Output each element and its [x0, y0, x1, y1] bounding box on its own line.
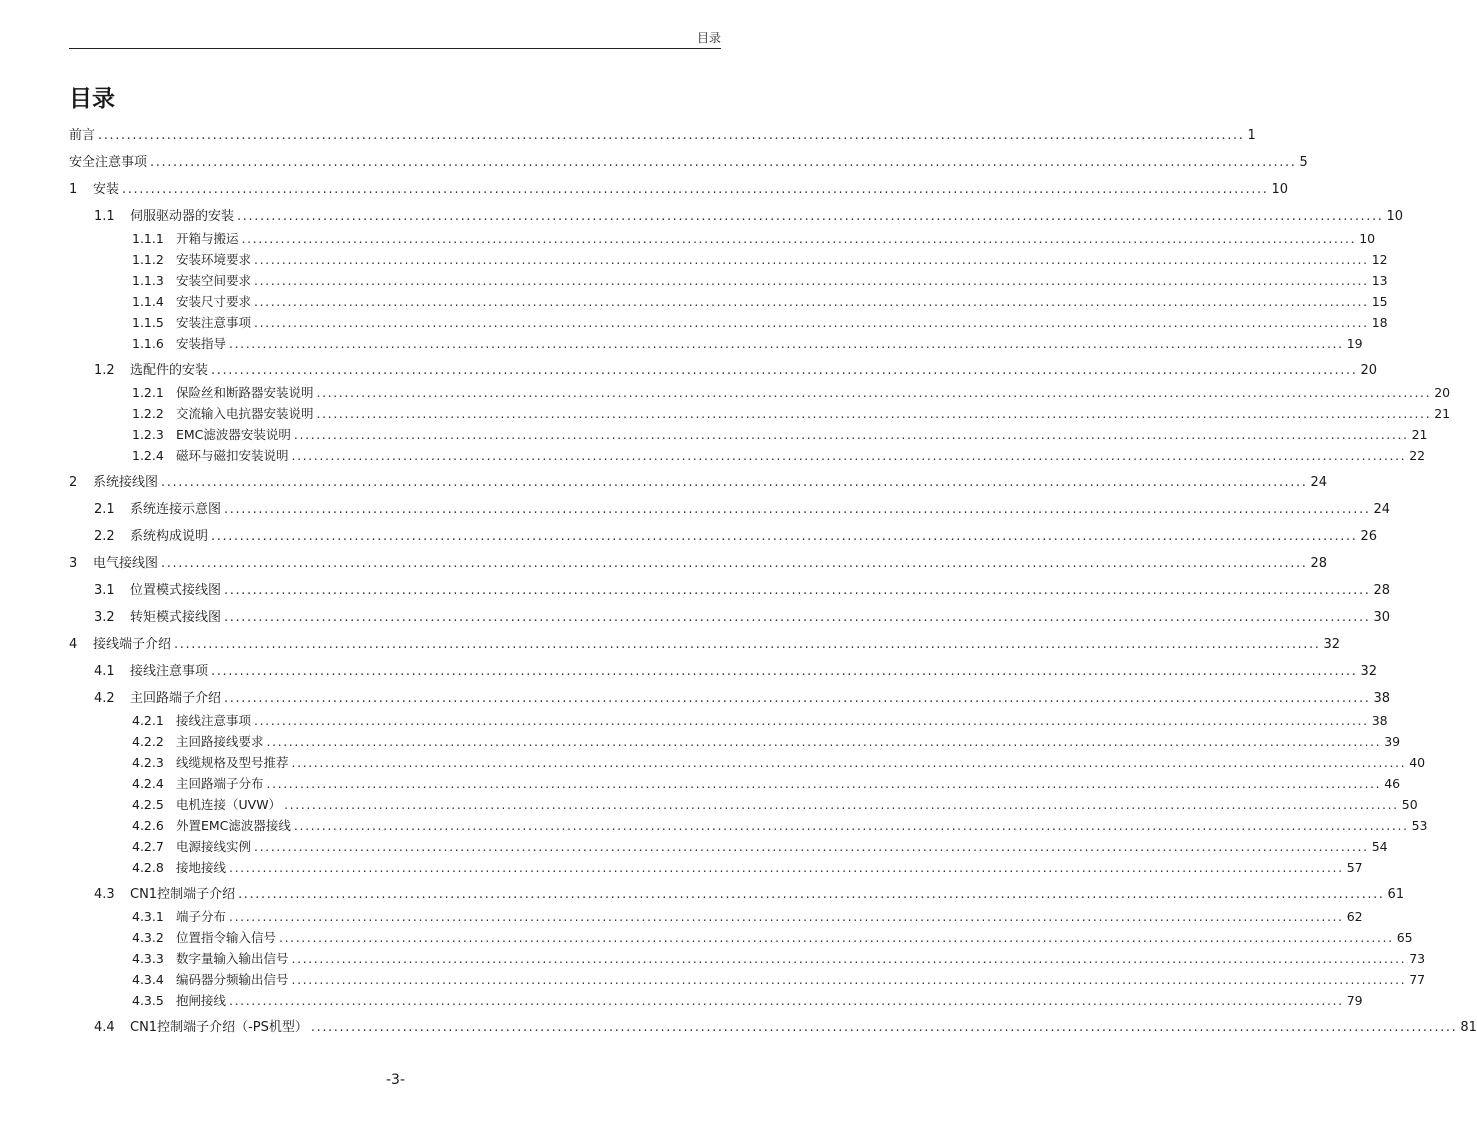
toc-dot-leader: ........................................................................................................................................................................................................	[161, 475, 1308, 490]
toc-entry-page: 15	[1371, 294, 1388, 309]
toc-dot-leader: ........................................................................................................................................................................................................	[211, 363, 1358, 378]
toc-entry-number: 4.2.6	[132, 818, 164, 833]
toc-entry-page: 30	[1373, 610, 1391, 625]
toc-entry-number: 1.2	[94, 363, 115, 378]
toc-entry-title: CN1控制端子介绍（-PS机型）	[130, 1020, 308, 1035]
toc-entry-number: 4.2.2	[132, 734, 164, 749]
toc-entry-title: 位置指令输入信号	[176, 930, 277, 945]
toc-entry-page: 38	[1373, 691, 1391, 706]
toc-dot-leader: ........................................................................................................................................................................................................	[229, 909, 1344, 924]
toc-entry[interactable]	[69, 793, 1418, 813]
toc-entry-number: 1.2.2	[132, 406, 164, 421]
toc-entry-title: 系统接线图	[93, 475, 159, 490]
toc-entry-title: 主回路端子分布	[176, 776, 264, 791]
toc-dot-leader: ........................................................................................................................................................................................................	[266, 734, 1382, 749]
toc-entry-title: 保险丝和断路器安装说明	[176, 385, 314, 400]
toc-dot-leader: ........................................................................................................................................................................................................	[254, 273, 1369, 288]
toc-entry-number: 1.1.2	[132, 252, 164, 267]
toc-entry-title: 接线注意事项	[176, 713, 252, 728]
toc-entry-page: 21	[1434, 406, 1451, 421]
toc-entry-title: 开箱与搬运	[176, 231, 239, 246]
toc-entry[interactable]	[69, 883, 1405, 903]
toc-entry-page: 57	[1346, 860, 1363, 875]
toc-entry-number: 4.2.7	[132, 839, 164, 854]
toc-entry[interactable]	[69, 444, 1426, 464]
toc-entry-title: 接线注意事项	[130, 664, 209, 679]
toc-entry-title: 交流输入电抗器安装说明	[176, 406, 314, 421]
toc-entry[interactable]	[69, 359, 1378, 379]
toc-entry-title: 前言	[69, 128, 96, 143]
toc-entry-title: 安装指导	[176, 336, 227, 351]
toc-dot-leader: ........................................................................................................................................................................................................	[254, 839, 1369, 854]
toc-entry-title: 系统构成说明	[130, 529, 209, 544]
toc-entry[interactable]	[69, 402, 1451, 422]
toc-entry-page: 10	[1359, 231, 1376, 246]
toc-entry-page: 50	[1401, 797, 1418, 812]
toc-entry-page: 38	[1371, 713, 1388, 728]
toc-dot-leader: ........................................................................................................................................................................................................	[254, 252, 1369, 267]
toc-entry-number: 1.2.4	[132, 448, 164, 463]
toc-entry-page: 81	[1460, 1020, 1477, 1035]
toc-dot-leader: ........................................................................................................................................................................................................	[224, 691, 1371, 706]
toc-entry-number: 1.1.1	[132, 231, 164, 246]
toc-entry-page: 20	[1434, 385, 1451, 400]
toc-dot-leader: ........................................................................................................................................................................................................	[293, 427, 1409, 442]
toc-entry-page: 28	[1373, 583, 1391, 598]
toc-entry-page: 61	[1387, 887, 1405, 902]
toc-entry-page: 10	[1271, 182, 1289, 197]
toc-entry[interactable]	[69, 989, 1363, 1009]
toc-entry-number: 1.1.6	[132, 336, 164, 351]
toc-entry[interactable]	[69, 856, 1363, 876]
toc-dot-leader: ........................................................................................................................................................................................................	[310, 1020, 1458, 1035]
toc-entry[interactable]	[69, 947, 1426, 967]
running-header	[69, 30, 721, 49]
toc-entry-number: 4.2.8	[132, 860, 164, 875]
toc-entry-title: 选配件的安装	[130, 363, 209, 378]
toc-entry[interactable]	[69, 687, 1391, 707]
toc-entry[interactable]	[69, 1016, 1477, 1036]
toc-entry-number: 4.1	[94, 664, 115, 679]
toc-entry-title: 主回路接线要求	[176, 734, 264, 749]
toc-entry-page: 46	[1384, 776, 1401, 791]
toc-entry[interactable]	[69, 660, 1378, 680]
toc-entry[interactable]	[69, 709, 1388, 729]
toc-dot-leader: ........................................................................................................................................................................................................	[291, 951, 1407, 966]
toc-entry-title: 接地接线	[176, 860, 227, 875]
toc-entry-page: 20	[1360, 363, 1378, 378]
toc-dot-leader: ........................................................................................................................................................................................................	[293, 818, 1409, 833]
toc-entry-page: 22	[1409, 448, 1426, 463]
toc-entry[interactable]	[69, 269, 1388, 289]
toc-entry-title: 外置EMC滤波器接线	[176, 818, 291, 833]
toc-entry-number: 4.2.4	[132, 776, 164, 791]
toc-entry[interactable]	[69, 227, 1376, 247]
toc-entry-page: 26	[1360, 529, 1378, 544]
toc-entry[interactable]	[69, 178, 1289, 198]
toc-entry-number: 2.1	[94, 502, 115, 517]
toc-entry[interactable]	[69, 205, 1404, 225]
toc-entry-number: 3	[69, 556, 78, 571]
toc-entry-title: 安装环境要求	[176, 252, 252, 267]
toc-dot-leader: ........................................................................................................................................................................................................	[174, 637, 1321, 652]
toc-entry[interactable]	[69, 905, 1363, 925]
toc-entry-number: 1.1	[94, 209, 115, 224]
toc-dot-leader: ........................................................................................................................................................................................................	[284, 797, 1399, 812]
toc-entry-title: EMC滤波器安装说明	[176, 427, 291, 442]
toc-entry-number: 4.3.4	[132, 972, 164, 987]
toc-dot-leader: ........................................................................................................................................................................................................	[238, 887, 1385, 902]
toc-dot-leader: ........................................................................................................................................................................................................	[241, 231, 1357, 246]
toc-entry-number: 1.1.5	[132, 315, 164, 330]
toc-entry-number: 4.2.1	[132, 713, 164, 728]
toc-dot-leader: ........................................................................................................................................................................................................	[229, 860, 1344, 875]
toc-entry-number: 4.2.5	[132, 797, 164, 812]
toc-entry-title: 电机连接（UVW）	[176, 797, 282, 812]
toc-entry-number: 4.2	[94, 691, 115, 706]
toc-entry-title: CN1控制端子介绍	[130, 887, 236, 902]
toc-dot-leader: ........................................................................................................................................................................................................	[254, 294, 1369, 309]
toc-entry-number: 4.3.5	[132, 993, 164, 1008]
toc-entry-title: 安装空间要求	[176, 273, 252, 288]
toc-entry-page: 13	[1371, 273, 1388, 288]
toc-dot-leader: ........................................................................................................................................................................................................	[224, 583, 1371, 598]
page-footer	[0, 1072, 791, 1088]
toc-entry[interactable]	[69, 633, 1341, 653]
toc-dot-leader: ........................................................................................................................................................................................................	[224, 610, 1371, 625]
toc-entry-title: 安装尺寸要求	[176, 294, 252, 309]
toc-entry-number: 1.1.4	[132, 294, 164, 309]
toc-entry-title: 电气接线图	[93, 556, 159, 571]
running-header-section: 目录	[696, 31, 721, 45]
toc-dot-leader: ........................................................................................................................................................................................................	[229, 993, 1344, 1008]
toc-entry-title: 端子分布	[176, 909, 227, 924]
toc-entry-page: 53	[1411, 818, 1428, 833]
toc-entry[interactable]	[69, 579, 1391, 599]
toc-entry-number: 1.2.1	[132, 385, 164, 400]
toc-dot-leader: ........................................................................................................................................................................................................	[291, 448, 1407, 463]
toc-entry-title: 位置模式接线图	[130, 583, 222, 598]
toc-entry-title: 转矩模式接线图	[130, 610, 222, 625]
toc-dot-leader: ........................................................................................................................................................................................................	[237, 209, 1384, 224]
toc-dot-leader: ........................................................................................................................................................................................................	[211, 664, 1358, 679]
toc-entry-title: 线缆规格及型号推荐	[176, 755, 289, 770]
toc-entry[interactable]	[69, 471, 1328, 491]
toc-dot-leader: ........................................................................................................................................................................................................	[98, 128, 1245, 143]
toc-entry-number: 4.2.3	[132, 755, 164, 770]
toc-entry-page: 39	[1384, 734, 1401, 749]
toc-dot-leader: ........................................................................................................................................................................................................	[229, 336, 1344, 351]
page-title: 目录	[69, 86, 115, 112]
toc-entry-title: 伺服驱动器的安装	[130, 209, 235, 224]
toc-entry[interactable]	[69, 381, 1451, 401]
toc-entry[interactable]	[69, 248, 1388, 268]
toc-entry-number: 4.3	[94, 887, 115, 902]
toc-entry-number: 3.1	[94, 583, 115, 598]
toc-entry-page: 1	[1247, 128, 1256, 143]
toc-dot-leader: ........................................................................................................................................................................................................	[211, 529, 1358, 544]
toc-entry[interactable]	[69, 814, 1428, 834]
toc-dot-leader: ........................................................................................................................................................................................................	[254, 315, 1369, 330]
toc-entry-title: 接线端子介绍	[93, 637, 172, 652]
toc-entry-title: 安装注意事项	[176, 315, 252, 330]
toc-entry[interactable]	[69, 124, 1256, 144]
toc-entry-number: 4.4	[94, 1020, 115, 1035]
toc-entry[interactable]	[69, 552, 1328, 572]
toc-dot-leader: ........................................................................................................................................................................................................	[266, 776, 1382, 791]
toc-dot-leader: ........................................................................................................................................................................................................	[316, 406, 1432, 421]
toc-entry[interactable]	[69, 730, 1401, 750]
toc-entry-page: 5	[1299, 155, 1308, 170]
toc-entry-number: 4.3.2	[132, 930, 164, 945]
toc-entry[interactable]	[69, 606, 1391, 626]
toc-dot-leader: ........................................................................................................................................................................................................	[291, 755, 1407, 770]
toc-entry-page: 54	[1371, 839, 1388, 854]
toc-dot-leader: ........................................................................................................................................................................................................	[224, 502, 1371, 517]
toc-dot-leader: ........................................................................................................................................................................................................	[254, 713, 1369, 728]
toc-entry-page: 77	[1409, 972, 1426, 987]
toc-entry[interactable]	[69, 290, 1388, 310]
toc-entry[interactable]	[69, 926, 1413, 946]
toc-entry[interactable]	[69, 525, 1378, 545]
toc-entry-page: 18	[1371, 315, 1388, 330]
toc-entry-number: 4	[69, 637, 78, 652]
toc-entry[interactable]	[69, 772, 1401, 792]
toc-entry-title: 安全注意事项	[69, 155, 148, 170]
toc-entry-title: 系统连接示意图	[130, 502, 222, 517]
toc-entry-page: 79	[1346, 993, 1363, 1008]
toc-dot-leader: ........................................................................................................................................................................................................	[291, 972, 1407, 987]
toc-entry-page: 65	[1396, 930, 1413, 945]
toc-dot-leader: ........................................................................................................................................................................................................	[316, 385, 1432, 400]
toc-entry-number: 2.2	[94, 529, 115, 544]
toc-entry-page: 32	[1360, 664, 1378, 679]
toc-entry[interactable]	[69, 835, 1388, 855]
toc-dot-leader: ........................................................................................................................................................................................................	[161, 556, 1308, 571]
toc-entry-title: 电源接线实例	[176, 839, 252, 854]
toc-entry[interactable]	[69, 968, 1426, 988]
toc-entry-page: 62	[1346, 909, 1363, 924]
toc-entry-number: 1.2.3	[132, 427, 164, 442]
toc-dot-leader: ........................................................................................................................................................................................................	[150, 155, 1297, 170]
toc-dot-leader: ........................................................................................................................................................................................................	[122, 182, 1269, 197]
toc-entry-number: 2	[69, 475, 78, 490]
toc-dot-leader: ........................................................................................................................................................................................................	[279, 930, 1394, 945]
toc-entry-title: 抱闸接线	[176, 993, 227, 1008]
toc-entry-page: 12	[1371, 252, 1388, 267]
toc-entry-page: 28	[1310, 556, 1328, 571]
toc-entry[interactable]	[69, 498, 1391, 518]
toc-entry-number: 3.2	[94, 610, 115, 625]
toc-entry-page: 24	[1310, 475, 1328, 490]
toc-entry[interactable]	[69, 151, 1308, 171]
toc-entry[interactable]	[69, 751, 1426, 771]
toc-entry-title: 磁环与磁扣安装说明	[176, 448, 289, 463]
toc-entry-page: 21	[1411, 427, 1428, 442]
toc-entry-page: 40	[1409, 755, 1426, 770]
toc-entry-title: 数字量输入输出信号	[176, 951, 289, 966]
toc-entry[interactable]	[69, 332, 1363, 352]
toc-entry[interactable]	[69, 423, 1428, 443]
toc-entry-page: 73	[1409, 951, 1426, 966]
page-number: -3-	[385, 1072, 405, 1088]
toc-entry-title: 安装	[93, 182, 120, 197]
toc-entry-number: 4.3.1	[132, 909, 164, 924]
toc-entry-page: 32	[1323, 637, 1341, 652]
toc-entry-page: 24	[1373, 502, 1391, 517]
toc-entry-number: 1	[69, 182, 78, 197]
toc-entry-title: 主回路端子介绍	[130, 691, 222, 706]
toc-entry-page: 10	[1386, 209, 1404, 224]
toc-entry-page: 19	[1346, 336, 1363, 351]
toc-entry-number: 1.1.3	[132, 273, 164, 288]
toc-entry[interactable]	[69, 311, 1388, 331]
toc-entry-number: 4.3.3	[132, 951, 164, 966]
toc-entry-title: 编码器分频输出信号	[176, 972, 289, 987]
